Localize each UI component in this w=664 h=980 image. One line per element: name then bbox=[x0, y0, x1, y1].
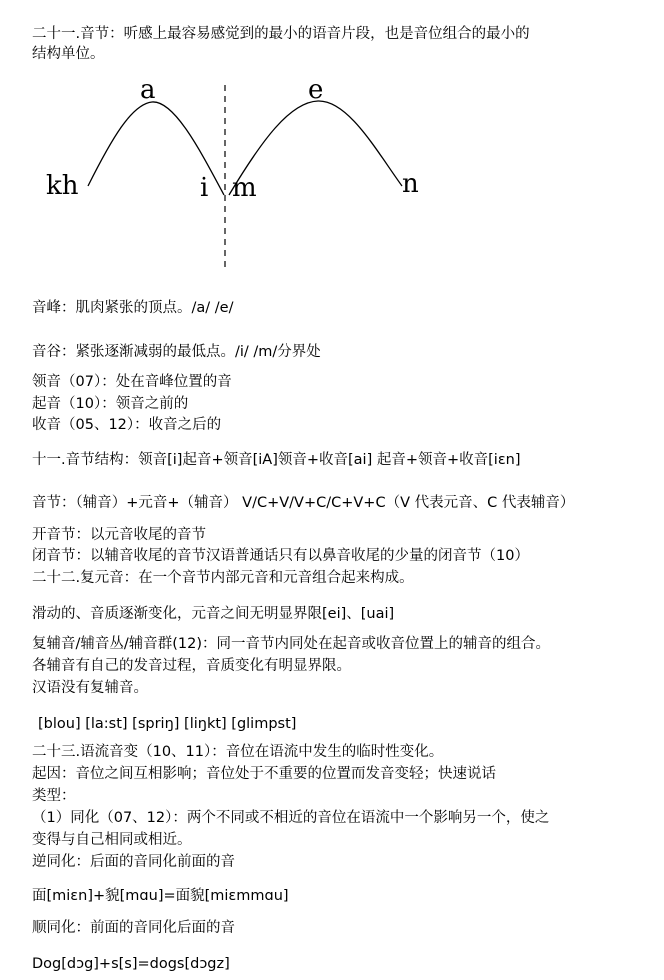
consonant-cluster-note: 各辅音有自己的发音过程，音质变化有明显界限。 bbox=[32, 658, 351, 674]
cluster-examples: [blou] [la:st] [spriŋ] [liŋkt] [glimpst] bbox=[38, 716, 297, 732]
syllable-formula: 音节：（辅音）+元音+（辅音） V/C+V/V+C/C+V+C（V 代表元音、C 代表辅音） bbox=[32, 495, 575, 511]
types-heading: 类型： bbox=[32, 788, 76, 804]
assimilation-definition-cont: 变得与自己相同或相近。 bbox=[32, 832, 192, 848]
label-a: a bbox=[140, 75, 156, 105]
assimilation-definition: （1）同化（07、12）：两个不同或不相近的音位在语流中一个影响另一个，使之 bbox=[32, 810, 550, 826]
consonant-cluster-definition: 复辅音/辅音丛/辅音群(12)：同一音节内同处在起音或收音位置上的辅音的组合。 bbox=[32, 636, 551, 652]
syllable-structure: 十一.音节结构：领音[i]起音+领音[iA]领音+收音[ai] 起音+领音+收音[iɛn] bbox=[32, 452, 521, 468]
cause-description: 起因：音位之间互相影响；音位处于不重要的位置而发音变轻；快速说话 bbox=[32, 766, 496, 782]
section-22-title: 二十二.复元音：在一个音节内部元音和元音组合起来构成。 bbox=[32, 570, 414, 586]
progressive-example: Dog[dɔg]+s[s]=dogs[dɔgz] bbox=[32, 956, 230, 972]
regressive-example: 面[miɛn]+貌[mɑu]=面貌[miɛmmɑu] bbox=[32, 888, 289, 904]
label-e: e bbox=[308, 75, 324, 105]
label-m: m bbox=[232, 173, 257, 203]
progressive-assimilation: 顺同化：前面的音同化后面的音 bbox=[32, 920, 235, 936]
label-n: n bbox=[402, 169, 419, 199]
section-21-title-cont: 结构单位。 bbox=[32, 46, 105, 62]
valley-definition: 音谷：紧张逐渐减弱的最低点。/i/ /m/分界处 bbox=[32, 344, 321, 360]
label-i: i bbox=[200, 173, 209, 203]
section-23-title: 二十三.语流音变（10、11）：音位在语流中发生的临时性变化。 bbox=[32, 744, 444, 760]
nucleus-definition: 领音（07）：处在音峰位置的音 bbox=[32, 374, 232, 390]
regressive-assimilation: 逆同化：后面的音同化前面的音 bbox=[32, 854, 235, 870]
coda-definition: 收音（05、12）：收音之后的 bbox=[32, 417, 222, 433]
peak-definition: 音峰：肌肉紧张的顶点。/a/ /e/ bbox=[32, 300, 234, 316]
onset-definition: 起音（10）：领音之前的 bbox=[32, 396, 189, 412]
section-21-title: 二十一.音节：听感上最容易感觉到的最小的语音片段，也是音位组合的最小的 bbox=[32, 26, 530, 42]
closed-syllable: 闭音节：以辅音收尾的音节汉语普通话只有以鼻音收尾的少量的闭音节（10） bbox=[32, 548, 529, 564]
label-kh: kh bbox=[46, 171, 79, 201]
diphthong-description: 滑动的、音质逐渐变化，元音之间无明显界限[ei]、[uai] bbox=[32, 606, 395, 622]
open-syllable: 开音节：以元音收尾的音节 bbox=[32, 527, 206, 543]
chinese-no-clusters: 汉语没有复辅音。 bbox=[32, 680, 148, 696]
